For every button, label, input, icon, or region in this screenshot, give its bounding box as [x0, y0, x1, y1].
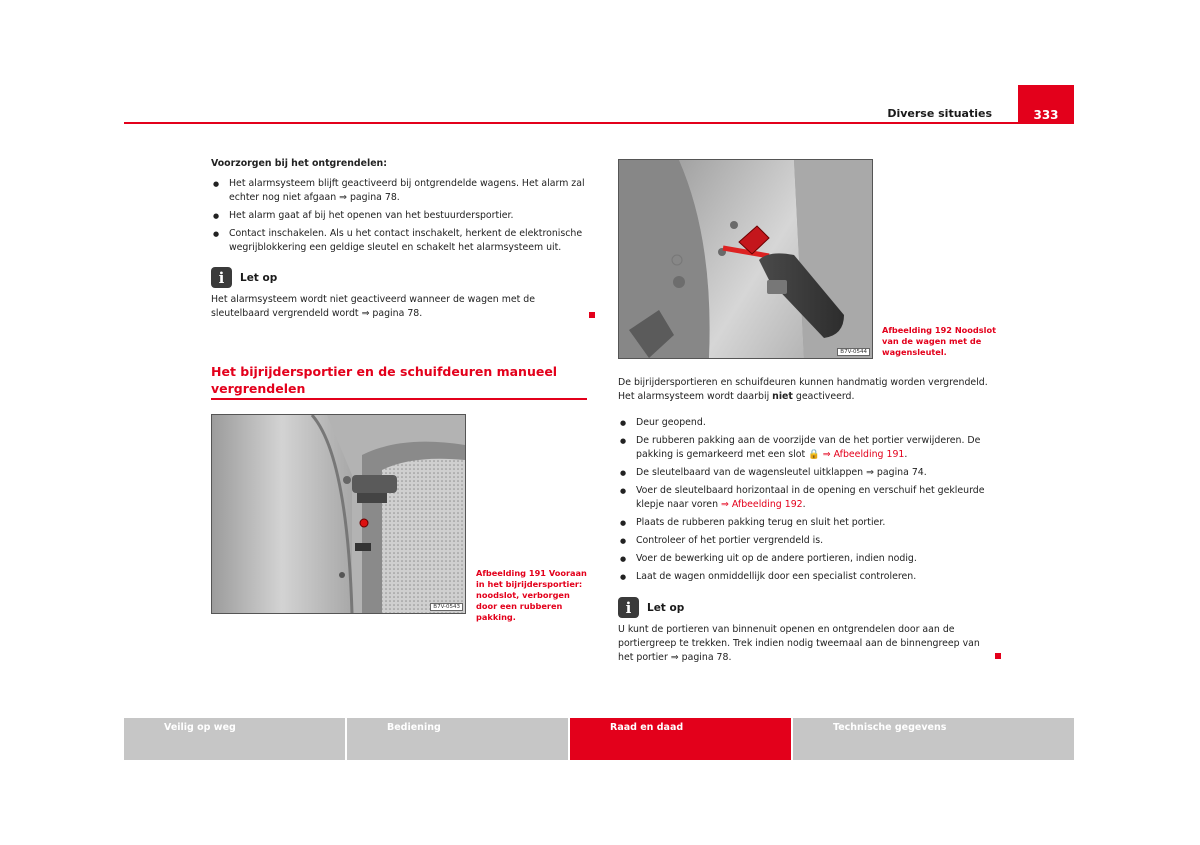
page-number: 333 — [1018, 85, 1074, 124]
precautions-heading: Voorzorgen bij het ontgrendelen: — [211, 158, 387, 169]
end-marker — [589, 312, 595, 318]
info-icon: i — [211, 267, 232, 288]
section-title: Het bijrijdersportier en de schuifdeuren manueel vergrendelen — [211, 364, 558, 396]
figure-code: B7V-0543 — [430, 603, 463, 611]
footer-tab-technische-gegevens[interactable]: Technische gegevens — [793, 718, 1074, 760]
list-item: ● De rubberen pakking aan de voorzijde van de het portier verwijderen. De pakking is gemarkeerd met een slot 🔒 ⇒ Afbeelding 191. — [618, 434, 996, 462]
figure-link[interactable]: ⇒ Afbeelding 192 — [721, 499, 803, 510]
figure-191 — [211, 414, 466, 614]
door-hinge-illustration — [212, 415, 465, 613]
list-item: ● De sleutelbaard van de wagensleutel uitklappen ⇒ pagina 74. — [618, 466, 996, 480]
header-rule — [124, 122, 1018, 124]
list-item: ● Contact inschakelen. Als u het contact inschakelt, herkent de elektronische wegrijblokkering een geldige sleutel en schakelt het alarmsysteem uit. — [211, 227, 586, 255]
list-item: ● Laat de wagen onmiddellijk door een specialist controleren. — [618, 570, 996, 584]
note-header — [618, 597, 684, 618]
figure-code: B7V-0544 — [837, 348, 870, 356]
intro-paragraph — [618, 376, 998, 404]
note-header — [211, 267, 277, 288]
figure-caption: Afbeelding 192 Noodslot van de wagen met de wagensleutel. — [882, 325, 997, 357]
intro-emphasis: niet — [772, 391, 793, 402]
info-icon: i — [618, 597, 639, 618]
footer-tab-bediening[interactable]: Bediening — [347, 718, 568, 760]
list-item: ● Voer de sleutelbaard horizontaal in de opening en verschuif het gekleurde klepje naar voren ⇒ Afbeelding 192. — [618, 484, 996, 512]
figure-caption: Afbeelding 191 Vooraan in het bijrijdersportier: noodslot, verborgen door een rubberen pakking. — [476, 568, 587, 622]
list-item: ● Deur geopend. — [618, 416, 996, 430]
intro-text-end: geactiveerd. — [792, 391, 855, 402]
footer-tab-veilig-op-weg[interactable]: Veilig op weg — [124, 718, 345, 760]
note-title: Let op — [240, 271, 278, 284]
figure-link[interactable]: ⇒ Afbeelding 191 — [822, 449, 905, 460]
precautions-list — [211, 177, 586, 259]
figure-192 — [618, 159, 873, 359]
list-item: ● Voer de bewerking uit op de andere portieren, indien nodig. — [618, 552, 996, 566]
note-text: Het alarmsysteem wordt niet geactiveerd wanneer de wagen met de sleutelbaard vergrendeld wordt ⇒ pagina 78. — [211, 294, 535, 319]
intro-text: De bijrijdersportieren en schuifdeuren kunnen handmatig worden vergrendeld. Het alarmsysteem wordt daarbij — [618, 377, 988, 402]
header-section-title: Diverse situaties — [887, 107, 992, 120]
list-item: ● Het alarmsysteem blijft geactiveerd bij ontgrendelde wagens. Het alarm zal echter nog niet afgaan ⇒ pagina 78. — [211, 177, 586, 205]
list-item: ● Controleer of het portier vergrendeld is. — [618, 534, 996, 548]
list-item: ● Plaats de rubberen pakking terug en sluit het portier. — [618, 516, 996, 530]
section-rule — [211, 398, 587, 400]
steps-list — [618, 416, 996, 588]
end-marker — [995, 653, 1001, 659]
list-item: ● Het alarm gaat af bij het openen van het bestuurdersportier. — [211, 209, 586, 223]
key-lock-illustration — [619, 160, 872, 358]
footer-tab-raad-en-daad[interactable]: Raad en daad — [570, 718, 791, 760]
note-title: Let op — [647, 601, 685, 614]
note-text: U kunt de portieren van binnenuit openen en ontgrendelen door aan de portiergreep te trekken. Trek indien nodig tweemaal aan de binnengreep van het portier ⇒ pagina 78. — [618, 624, 980, 663]
